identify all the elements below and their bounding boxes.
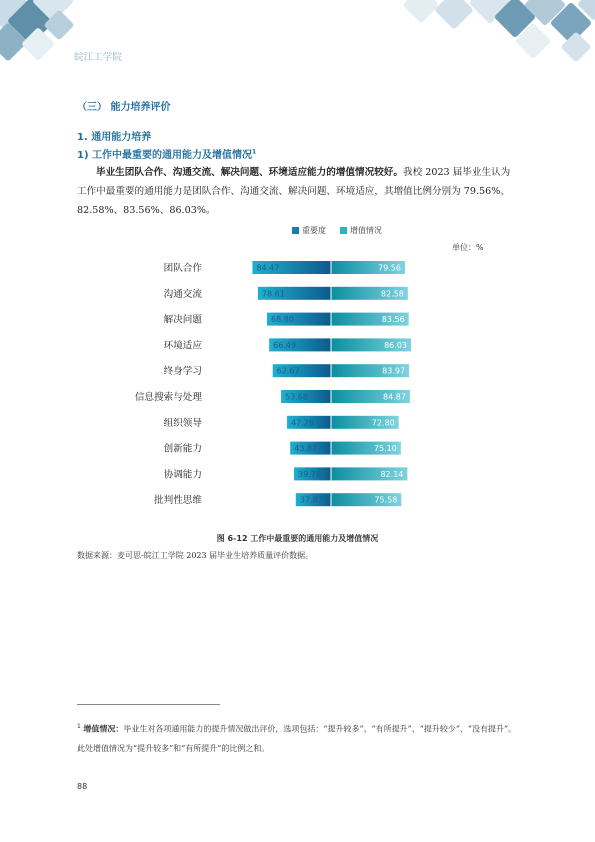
legend-swatch bbox=[340, 227, 347, 234]
header-institution: 皖江工学院 bbox=[74, 52, 122, 63]
value-label-importance: 66.49 bbox=[273, 340, 297, 350]
value-label-increment: 75.10 bbox=[373, 444, 397, 454]
category-label: 创新能力 bbox=[163, 443, 202, 455]
footnote-mark: 1 bbox=[77, 723, 81, 730]
category-label: 沟通交流 bbox=[163, 288, 202, 300]
value-label-importance: 84.47 bbox=[256, 263, 280, 273]
data-source: 数据来源：麦可思-皖江工学院 2023 届毕业生培养质量评价数据。 bbox=[77, 551, 314, 560]
legend-label: 增值情况 bbox=[350, 226, 382, 235]
value-label-increment: 75.58 bbox=[374, 495, 398, 505]
paragraph-body: 我校 2023 届毕业生认为工作中最重要的通用能力是团队合作、沟通交流、解决问题、环境适应，其增值比例分别为 79.56%、82.58%、83.56%、86.03%。 bbox=[77, 167, 511, 216]
value-label-increment: 83.56 bbox=[381, 315, 405, 325]
value-label-importance: 39.78 bbox=[298, 469, 321, 479]
figure-caption: 图 6-12 工作中最重要的通用能力及增值情况 bbox=[216, 534, 379, 543]
subsection-heading: 1. 通用能力培养 bbox=[77, 132, 152, 143]
chart-bars bbox=[135, 261, 411, 506]
value-label-increment: 86.03 bbox=[384, 340, 408, 350]
body-paragraph bbox=[77, 163, 517, 220]
value-label-importance: 53.68 bbox=[285, 392, 308, 402]
category-label: 协调能力 bbox=[163, 469, 202, 481]
category-label: 环境适应 bbox=[163, 340, 202, 352]
footnote bbox=[77, 717, 517, 758]
category-label: 团队合作 bbox=[163, 263, 202, 274]
value-label-importance: 43.87 bbox=[294, 444, 318, 454]
paragraph-lead: 毕业生团队合作、沟通交流、解决问题、环境适应能力的增值情况较好。 bbox=[96, 167, 403, 178]
category-label: 信息搜索与处理 bbox=[134, 392, 202, 403]
legend-item-importance bbox=[292, 225, 326, 236]
section-heading: （三） 能力培养评价 bbox=[77, 102, 171, 113]
legend-label: 重要度 bbox=[302, 226, 326, 235]
value-label-increment: 79.56 bbox=[378, 263, 401, 273]
category-label: 组织领导 bbox=[163, 417, 202, 429]
value-label-importance: 78.61 bbox=[261, 289, 285, 299]
value-label-importance: 62.67 bbox=[276, 366, 300, 376]
category-label: 终身学习 bbox=[163, 366, 202, 378]
value-label-importance: 37.87 bbox=[299, 495, 323, 505]
footnote-text: 毕业生对各项通用能力的提升情况做出评价，选项包括：“提升较多”、“有所提升”、“提升较少”、“没有提升”。此处增值情况为“提升较多”和“有所提升”的比例之和。 bbox=[77, 724, 517, 753]
footnote-ref: 1 bbox=[252, 148, 257, 156]
footnote-divider bbox=[77, 704, 220, 705]
value-label-increment: 82.14 bbox=[380, 469, 404, 479]
value-label-increment: 72.80 bbox=[371, 418, 395, 428]
unit-label: 单位：% bbox=[452, 243, 484, 252]
legend-swatch bbox=[292, 227, 299, 234]
value-label-increment: 82.58 bbox=[380, 289, 404, 299]
category-label: 批判性思维 bbox=[154, 495, 202, 507]
value-label-increment: 84.87 bbox=[383, 392, 406, 402]
item-heading bbox=[77, 146, 256, 161]
page-number: 88 bbox=[77, 782, 88, 791]
category-label: 解决问题 bbox=[163, 314, 202, 326]
item-heading-text: 1) 工作中最重要的通用能力及增值情况 bbox=[77, 150, 253, 161]
value-label-importance: 47.28 bbox=[291, 418, 314, 428]
value-label-increment: 83.97 bbox=[382, 366, 406, 376]
value-label-importance: 68.80 bbox=[271, 315, 294, 325]
footnote-term: 增值情况： bbox=[83, 724, 124, 734]
diverging-bar-chart bbox=[0, 250, 595, 520]
legend-item-increment bbox=[340, 225, 382, 236]
